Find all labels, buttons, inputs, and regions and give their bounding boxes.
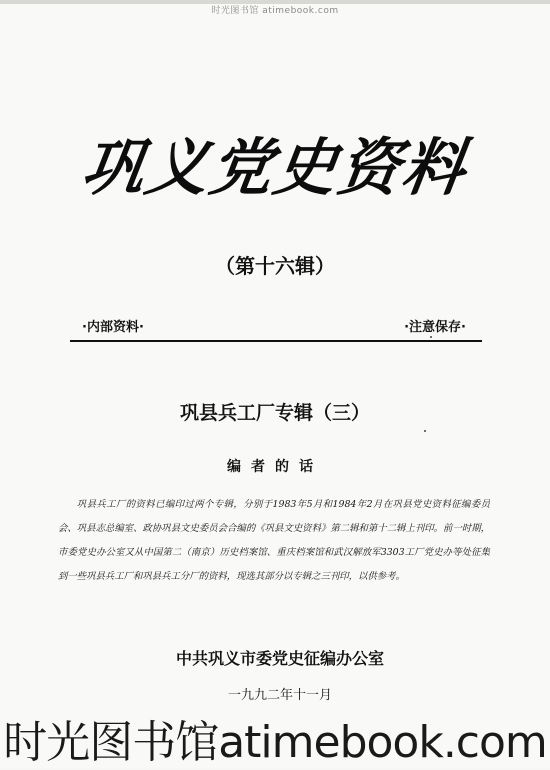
top-watermark: 时光图书馆 atimebook.com [211, 6, 339, 16]
bottom-watermark: 时光图书馆atimebook.com [3, 717, 547, 768]
scan-speck [424, 430, 426, 432]
cover-title: 巩义党史资料 [77, 131, 472, 204]
scan-speck [430, 336, 432, 338]
divider-line [70, 340, 482, 342]
issuing-office: 中共巩义市委党史征编办公室 [175, 649, 384, 668]
keep-notice-label: ·注意保存· [404, 320, 466, 335]
editor-note-body: 巩县兵工厂的资料已编印过两个专辑，分别于1983年5月和1984年2月在巩县党史资料征编委员会、巩县志总编室、政协巩县文史委员会合编的《巩县文史资料》第二辑和第十二辑上刊印。前一时期，市委党史办公室又从中国第二（南京）历史档案馆、重庆档案馆和武汉解放军3303工厂党史办等处征集到一些巩县兵工厂和巩县兵工分厂的资料，现选其部分以专辑之三刊印，以供参考。 [58, 499, 490, 582]
issue-date: 一九九二年十一月 [227, 688, 332, 703]
section-title: 巩县兵工厂专辑（三） [179, 402, 370, 424]
editor-note-heading: 编者的话 [227, 459, 323, 475]
internal-material-label: ·内部资料· [82, 320, 144, 335]
volume-number: （第十六辑） [215, 254, 335, 278]
